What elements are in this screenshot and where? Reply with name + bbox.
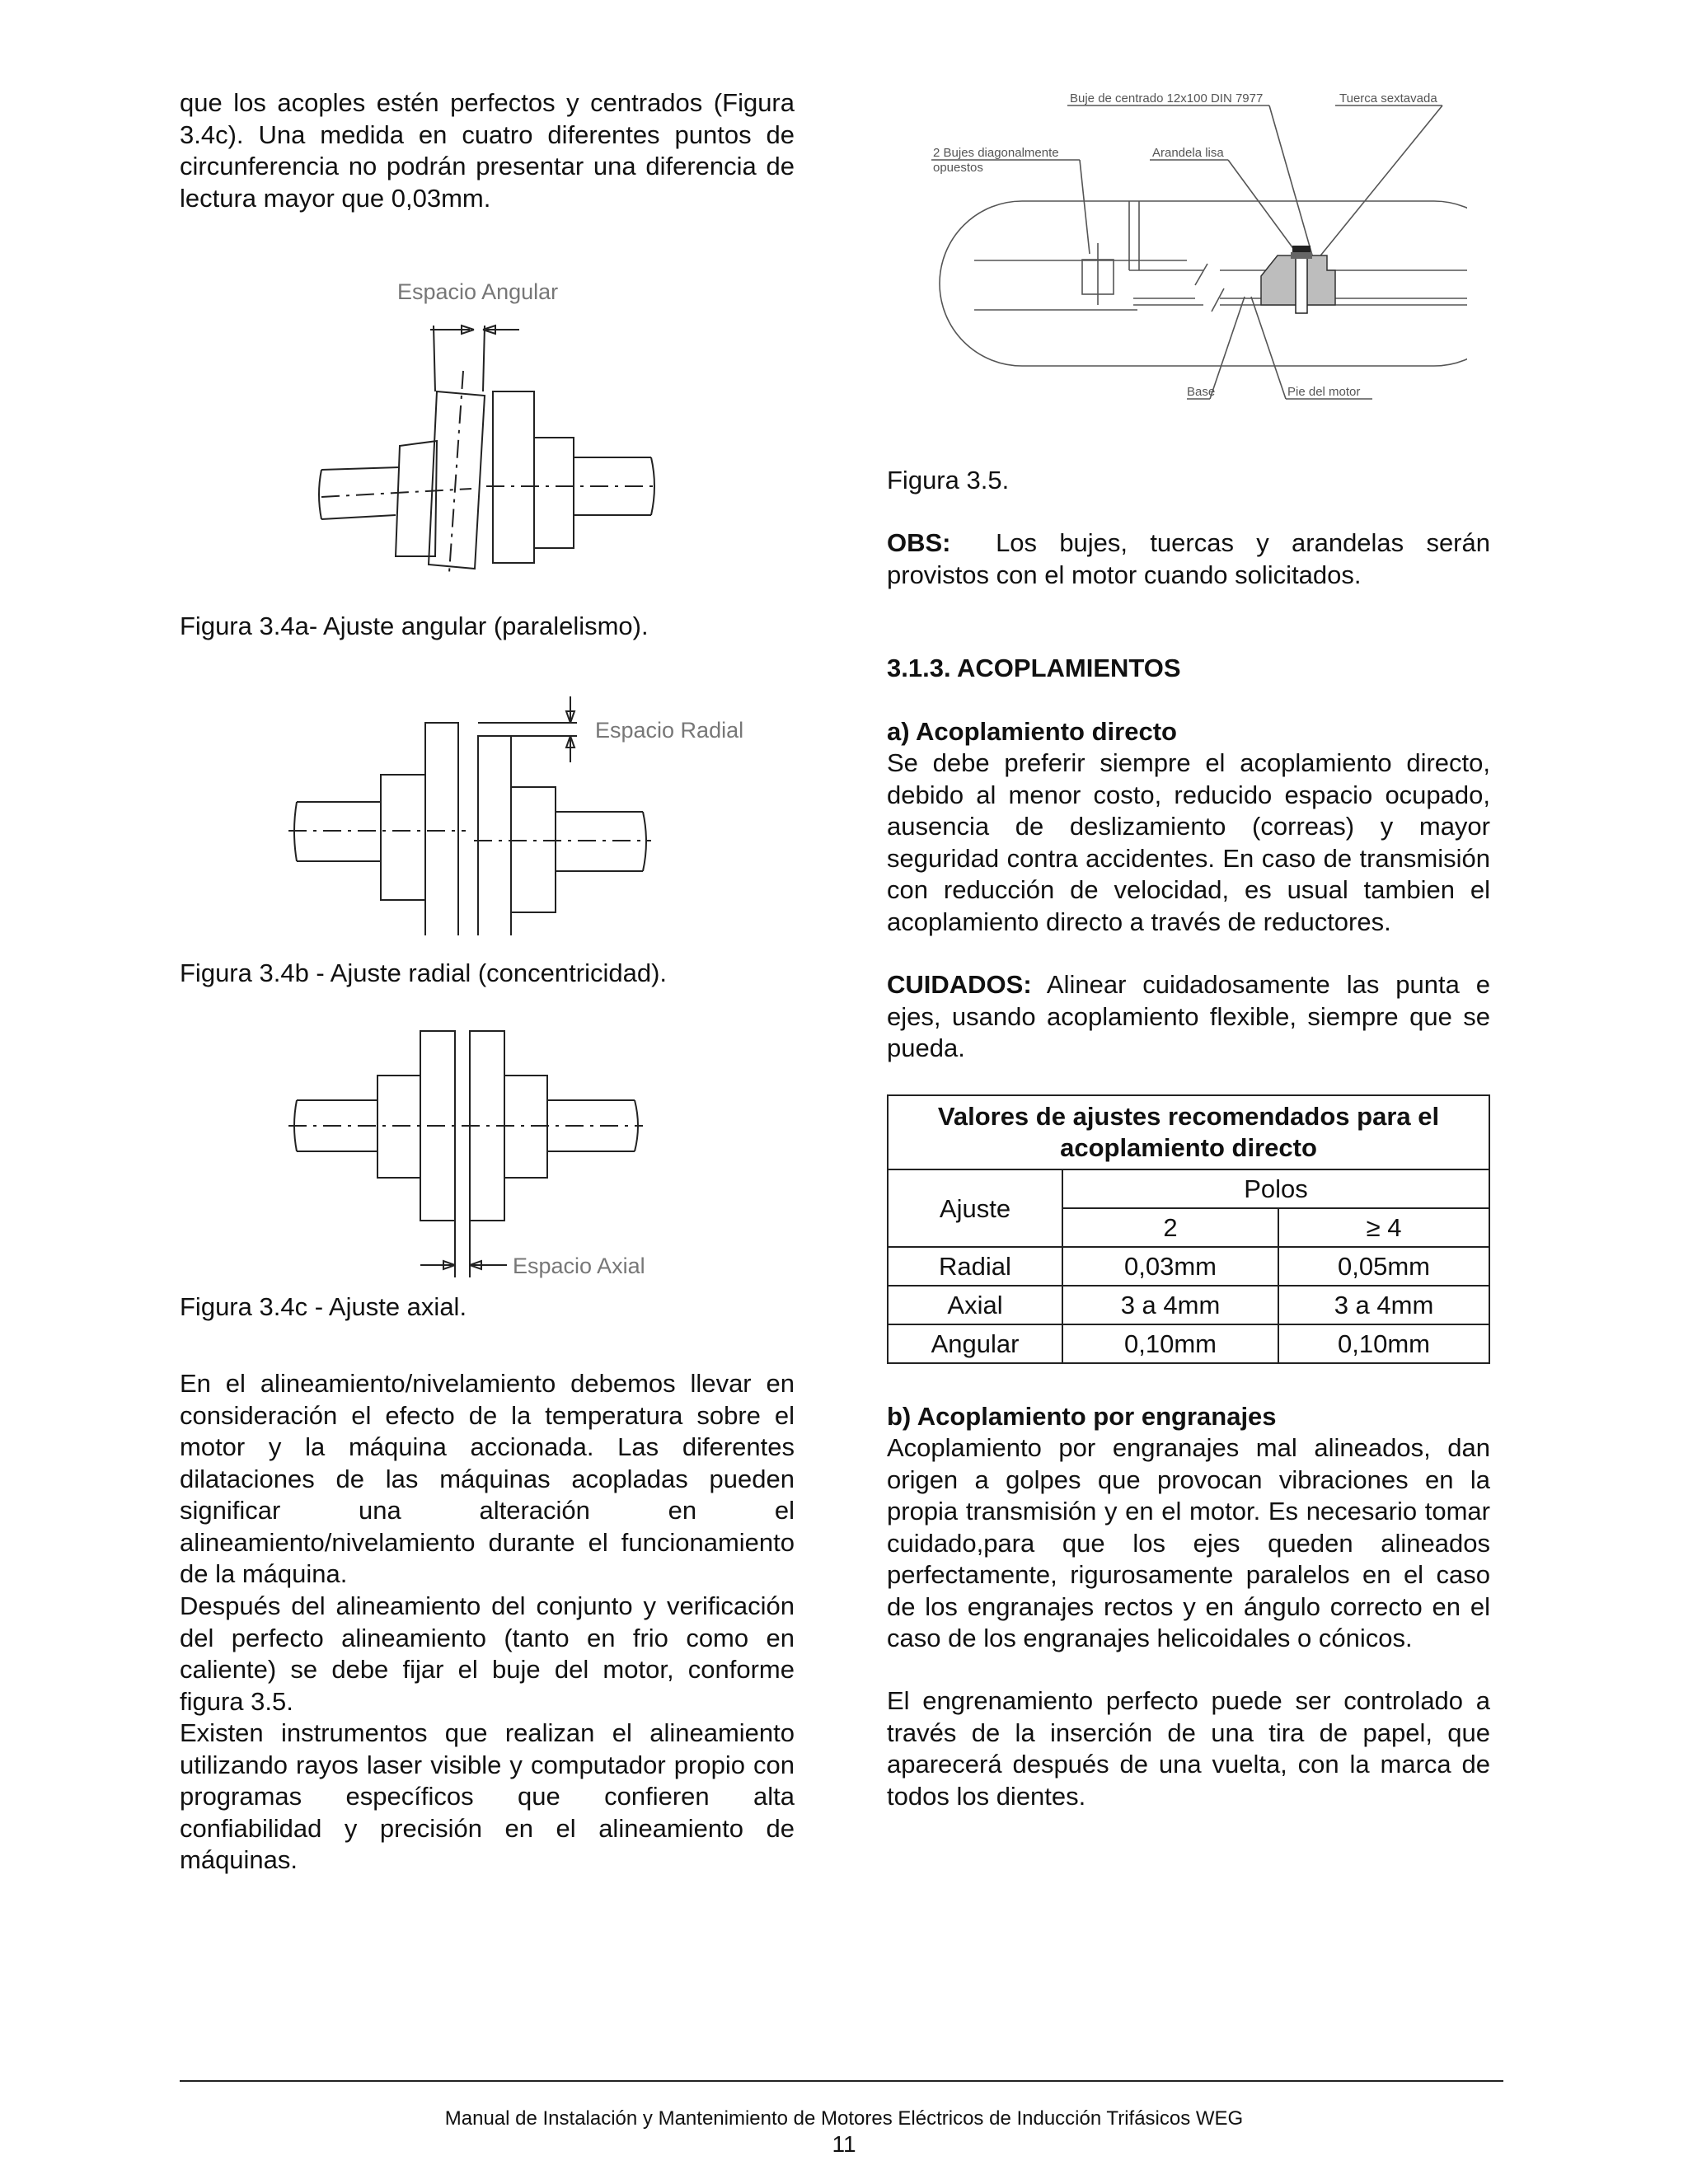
table-row [888, 1324, 1489, 1363]
fig35-pie-label: Pie del motor [1287, 385, 1361, 399]
table-cell: Radial [888, 1247, 1062, 1286]
table-cell: Axial [888, 1286, 1062, 1324]
footer-divider [180, 2080, 1503, 2082]
table-cell: 0,05mm [1278, 1247, 1489, 1286]
cuidados-paragraph [887, 969, 1490, 1065]
page-number: 11 [832, 2131, 856, 2157]
table-cell: 0,10mm [1062, 1324, 1278, 1363]
obs-label: OBS: [887, 528, 951, 557]
cuidados-label: CUIDADOS: [887, 970, 1032, 999]
fig-b-label: Espacio Radial [595, 718, 744, 743]
figure-3-4b-radial [288, 688, 767, 935]
obs-text: Los bujes, tuercas y arandelas serán provistos con el motor cuando solicitados. [887, 528, 1490, 589]
fig35-caption: Figura 3.5. [887, 466, 1010, 494]
table-cell: 0,03mm [1062, 1247, 1278, 1286]
table-row [888, 1286, 1489, 1324]
after-alignment-paragraph: Después del alineamiento del conjunto y verificación del perfecto alineamiento (tanto en frio como en caliente) se debe fijar el buje del motor, conforme figura 3.5. [180, 1591, 795, 1716]
sub-a-heading: a) Acoplamiento directo [887, 717, 1177, 746]
table-cell: 0,10mm [1278, 1324, 1489, 1363]
sub-b-heading: b) Acoplamiento por engranajes [887, 1402, 1277, 1431]
table-header-ajuste: Ajuste [888, 1169, 1062, 1247]
fig-c-label: Espacio Axial [513, 1254, 645, 1278]
fig35-buje-label: Buje de centrado 12x100 DIN 7977 [1070, 91, 1264, 105]
footer-title: Manual de Instalación y Mantenimiento de Motores Eléctricos de Inducción Trifásicos WEG [444, 2107, 1244, 2130]
fig-a-caption: Figura 3.4a- Ajuste angular (paralelismo). [180, 612, 649, 640]
table-cell: 3 a 4mm [1062, 1286, 1278, 1324]
fig35-bujes-diag-label: 2 Bujes diagonalmente [933, 146, 1059, 160]
figure-3-4c-axial [280, 1026, 692, 1298]
table-cell: Angular [888, 1324, 1062, 1363]
laser-paragraph: Existen instrumentos que realizan el alineamiento utilizando rayos laser visible y computador propio con programas específicos que confieren alta confiabilidad y precisión en el alineamiento de máquinas. [180, 1718, 795, 1874]
temperature-paragraph: En el alineamiento/nivelamiento debemos llevar en consideración el efecto de la temperatura sobre el motor y la máquina accionada. Las diferentes dilataciones de las máquinas acopladas pueden significar una alteración en el alineamiento/nivelamiento durante el funcionamiento de la máquina. [180, 1369, 795, 1588]
fig-c-caption: Figura 3.4c - Ajuste axial. [180, 1292, 467, 1321]
section-heading: 3.1.3. ACOPLAMIENTOS [887, 654, 1181, 682]
table-cell: 3 a 4mm [1278, 1286, 1489, 1324]
sub-b-text-2: El engrenamiento perfecto puede ser controlado a través de la inserción de una tira de papel, que aparecerá después de una vuelta, con la marca de todos los dientes. [887, 1686, 1490, 1811]
cuidados-text: Alinear cuidadosamente las punta e ejes, usando acoplamiento flexible, siempre que se pueda. [887, 970, 1490, 1062]
fig-b-caption: Figura 3.4b - Ajuste radial (concentricidad). [180, 958, 668, 987]
values-table [887, 1094, 1490, 1364]
table-header-polos: Polos [1062, 1169, 1489, 1208]
figure-3-5-mounting [923, 91, 1467, 420]
fig-a-label: Espacio Angular [397, 279, 559, 304]
fig35-base-label: Base [1187, 385, 1216, 399]
table-subheader-4: ≥ 4 [1278, 1208, 1489, 1247]
intro-paragraph: que los acoples estén perfectos y centrados (Figura 3.4c). Una medida en cuatro diferentes puntos de circunferencia no podrán presentar una diferencia de lectura mayor que 0,03mm. [180, 88, 795, 213]
table-title: Valores de ajustes recomendados para el acoplamiento directo [888, 1095, 1489, 1169]
table-row [888, 1247, 1489, 1286]
sub-a-text: Se debe preferir siempre el acoplamiento directo, debido al menor costo, reducido espacio ocupado, ausencia de deslizamiento (correas) y mayor seguridad contra accidentes. En caso de transmisión con reducción de velocidad, es usual tambien el acoplamiento directo a través de reductores. [887, 748, 1490, 936]
obs-paragraph [887, 527, 1490, 591]
fig35-tuerca-label: Tuerca sextavada [1339, 91, 1437, 105]
sub-b-text: Acoplamiento por engranajes mal alineados, dan origen a golpes que provocan vibraciones en la propia transmisión y en el motor. Es necesario tomar cuidado,para que los ejes queden alineados perfectamente, rigurosamente paralelos en el caso de los engranajes rectos y en ángulo correcto en el caso de los engranajes helicoidales o cónicos. [887, 1433, 1490, 1652]
fig35-arandela-label: Arandela lisa [1152, 146, 1224, 160]
fig35-opuestos-label: opuestos [933, 161, 983, 175]
figure-3-4a-angular [305, 276, 668, 573]
table-subheader-2: 2 [1062, 1208, 1278, 1247]
